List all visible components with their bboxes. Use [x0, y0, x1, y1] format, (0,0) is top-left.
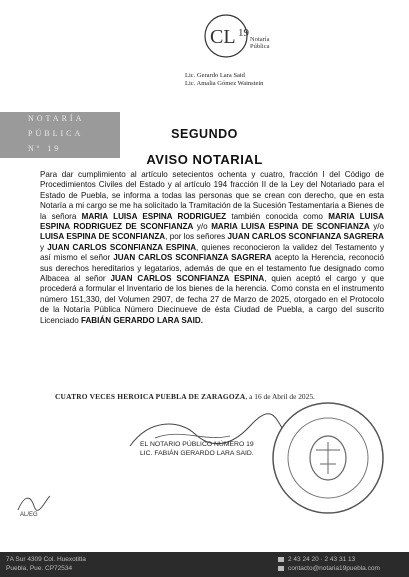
name-9: FABIÁN GERARDO LARA SAID. [80, 315, 203, 325]
body-text-2: también conocida como [226, 211, 329, 221]
footer-bar [0, 552, 409, 577]
body-text-5: , por los señores [165, 232, 228, 242]
footer-email: contacto@notaria19puebla.com [288, 565, 380, 572]
footer-contact [278, 555, 380, 573]
body-text-8: acepto la Herencia, reconoció sus derechos hereditarios y legatarios, además de que en el testamento fue designado como Albacea al señor [40, 253, 384, 284]
official-seal [268, 398, 388, 518]
letterhead-names [185, 72, 263, 88]
notary-line-1: EL NOTARIO PÚBLICO NÚMERO 19 [140, 441, 254, 448]
typist-initials: AL/EG [20, 512, 38, 518]
logo-letters: CL [210, 26, 236, 48]
lawyer-name-2: Lic. Amalia Gómez Wainstein [185, 80, 264, 87]
name-5: JUAN CARLOS SCONFIANZA SAGRERA [227, 232, 384, 242]
side-label-number: Nº 19 [28, 144, 62, 153]
logo-caption [250, 36, 270, 50]
body-text-9: , quien aceptó el cargo y que procederá a formular el Inventario de los bienes de la herencia. Como consta en el instrumento número 151,330, del Volumen 2907, de fecha 27 de Marzo de 2025, otorgado en el Protocolo de la Notaría Pública Número Diecinueve de ésta Ciudad de Puebla, a cargo del suscrito Licenciado [40, 274, 384, 325]
logo-publica: Pública [250, 43, 270, 50]
name-2: MARIA LUISA ESPINA RODRIGUEZ DE SCONFIANZA [40, 211, 384, 232]
footer-phone: 2 43 24 20 · 2 43 31 13 [288, 556, 356, 563]
body-text-7: , quienes reconocieron la validez del Testamento y así mismo el señor [40, 242, 385, 263]
footer-address [6, 555, 86, 573]
notary-signature-block [140, 441, 254, 458]
name-8: JUAN CARLOS SCONFIANZA ESPINA [110, 274, 265, 284]
name-1: MARIA LUISA ESPINA RODRIGUEZ [81, 211, 227, 221]
notary-line-2: LIC. FABIÁN GERARDO LARA SAID. [140, 449, 254, 457]
initials-scribble [14, 492, 54, 514]
name-7: JUAN CARLOS SCONFIANZA SAGRERA [113, 253, 272, 263]
heading-segundo: SEGUNDO [171, 127, 238, 141]
logo-number: 19 [238, 27, 249, 39]
side-label-publica: PÚBLICA [28, 129, 84, 138]
footer-address-line-2: Puebla, Pue. CP72534 [6, 565, 73, 572]
mail-icon [278, 566, 284, 571]
footer-address-line-1: 7A Sur 4309 Col. Huexotitla [6, 556, 86, 563]
logo-notaria: Notaría [250, 36, 270, 43]
name-3: MARIA LUISA ESPINA DE SCONFIANZA [211, 222, 370, 232]
footer-email-row [278, 564, 380, 573]
body-text-1: Para dar cumplimiento al artículo setecientos ochenta y cuatro, fracción I del Código de Procedimientos Civiles del Estado y al artículo 194 fracción II de la Ley del Notariado para el Estado de Puebla, se informa a todas las personas que se crean con derecho, que en esta Notaría a mi cargo se me ha solicitado la Tramitación de la Sucesión Testamentaria a Bienes de la señora [40, 170, 385, 221]
notice-body [40, 170, 384, 326]
heading-aviso-notarial: AVISO NOTARIAL [146, 152, 263, 167]
footer-phone-row [278, 555, 380, 564]
body-text-6: y [40, 242, 48, 252]
body-text-3: y/o [193, 222, 212, 232]
name-4: LUISA ESPINA DE SCONFIANZA [40, 232, 166, 242]
side-label-notaria: NOTARÍA [28, 114, 85, 123]
lawyer-name-1: Lic. Gerardo Lara Said [185, 72, 245, 79]
body-text-4: y/o [369, 222, 385, 232]
dateline-city: CUATRO VECES HEROICA PUEBLA DE ZARAGOZA [55, 392, 246, 401]
name-6: JUAN CARLOS SCONFIANZA ESPINA [47, 242, 197, 252]
phone-icon [278, 557, 284, 562]
dateline-date: , a 16 de Abril de 2025. [245, 392, 315, 401]
